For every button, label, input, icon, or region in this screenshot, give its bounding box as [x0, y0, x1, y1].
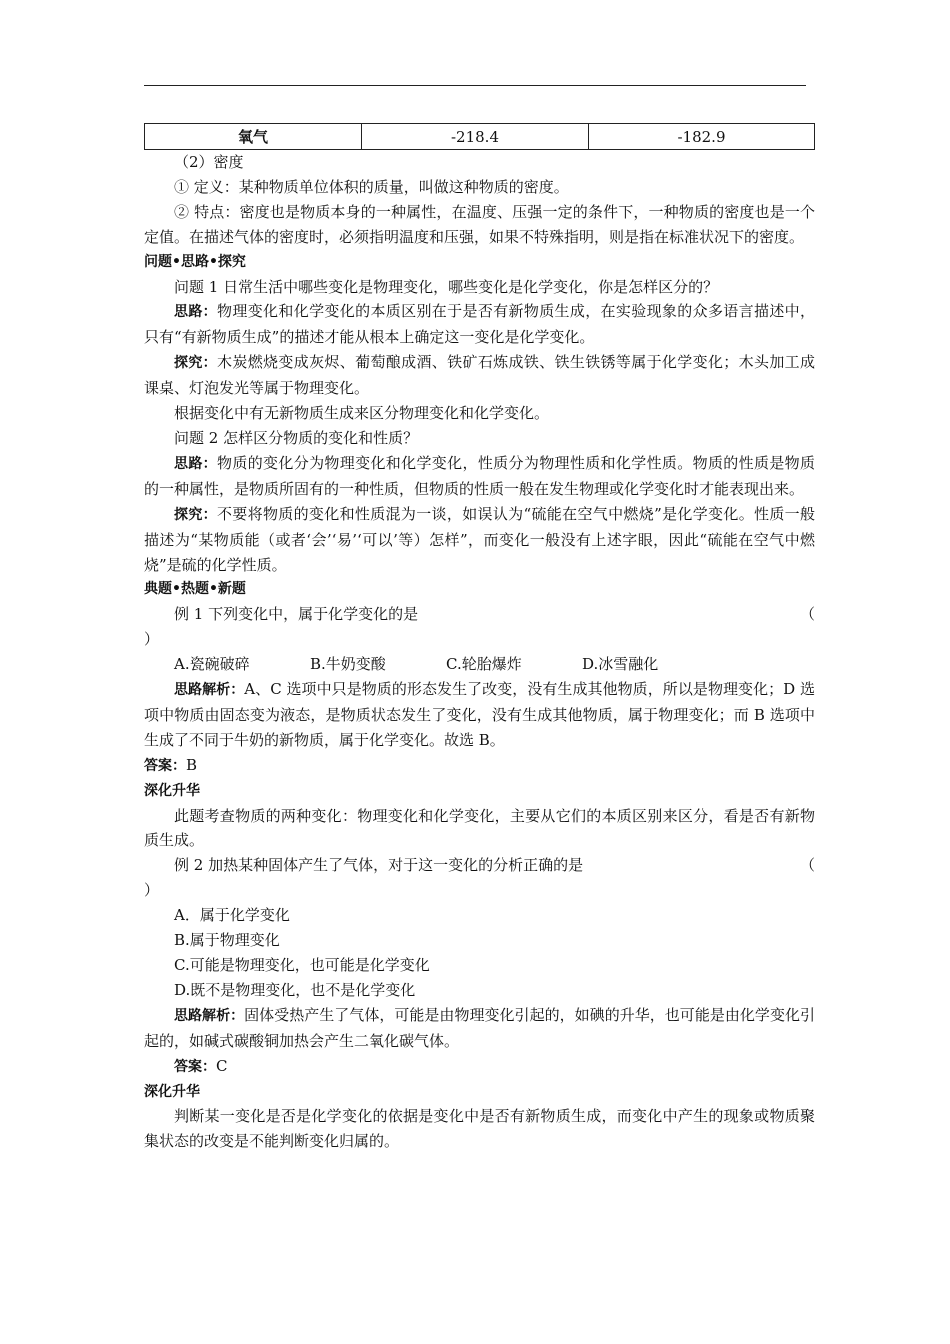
explore-label: 探究： [174, 506, 217, 523]
answer-label: 答案： [144, 757, 186, 774]
density-definition: ① 定义：某种物质单位体积的质量，叫做这种物质的密度。 [174, 177, 569, 196]
idea-label: 思路： [174, 304, 218, 321]
answer-paren-close: ） [144, 630, 160, 649]
deepen-heading: 深化升华 [144, 1083, 200, 1100]
explore-text: 不要将物质的变化和性质混为一谈，如误认为“硫能在空气中燃烧”是化学变化。性质一般描述为“某物质能（或者‘会’‘易’‘可以’等）怎样”，而变化一般没有上述字眼，因此“硫能在空气中燃烧”是硫的化学性质。 [144, 504, 816, 574]
option-b: B.牛奶变酸 [310, 655, 386, 674]
option-d: D.冰雪融化 [582, 655, 659, 674]
table-cell-melting: -218.4 [362, 124, 589, 150]
option-c: C.轮胎爆炸 [446, 655, 522, 674]
question-1: 问题 1 日常生活中哪些变化是物理变化，哪些变化是化学变化，你是怎样区分的？ [174, 277, 719, 296]
analysis-label: 思路解析： [174, 682, 245, 699]
question-2-explore [144, 502, 815, 578]
stem-text: 例 1 下列变化中，属于化学变化的是 [174, 605, 419, 624]
question-1-note: 根据变化中有无新物质生成来区分物理变化和化学变化。 [174, 404, 550, 423]
header-rule [144, 85, 806, 86]
question-2: 问题 2 怎样区分物质的变化和性质？ [174, 428, 419, 447]
question-1-idea [144, 299, 815, 350]
answer-value: C [216, 1056, 228, 1075]
question-2-idea [144, 451, 815, 502]
example-1-answer [144, 753, 815, 779]
idea-text: 物理变化和化学变化的本质区别在于是否有新物质生成，在实验现象的众多语言描述中，只有“有新物质生成”的描述才能从根本上确定这一变化是化学变化。 [144, 302, 815, 347]
density-feature: ② 特点：密度也是物质本身的一种属性，在温度、压强一定的条件下，一种物质的密度也是一个定值。在描述气体的密度时，必须指明温度和压强，如果不特殊指明，则是指在标准状况下的密度。 [144, 202, 815, 246]
boiling-point-table [144, 123, 815, 150]
answer-paren-close: ） [144, 881, 160, 900]
explore-label: 探究： [174, 355, 218, 372]
deepen-heading: 深化升华 [144, 782, 200, 799]
example-1-options [144, 652, 815, 677]
analysis-text: A、C 选项中只是物质的形态发生了改变，没有生成其他物质，所以是物理变化；D 选项中物质由固态变为液态，是物质状态发生了变化，没有生成其他物质，属于物理变化；而 B 选项中生成了不同于牛奶的新物质，属于化学变化。故选 B。 [144, 680, 815, 749]
answer-label: 答案： [174, 1058, 216, 1075]
example-1-deepen: 此题考查物质的两种变化：物理变化和化学变化，主要从它们的本质区别来区分，看是否有新物质生成。 [144, 806, 815, 850]
option-a: A．属于化学变化 [174, 906, 290, 925]
option-b: B.属于物理变化 [174, 931, 280, 950]
example-2-answer [144, 1054, 815, 1080]
example-2-stem [144, 853, 815, 878]
answer-value: B [186, 755, 198, 774]
table-cell-substance: 氧气 [145, 124, 362, 150]
idea-label: 思路： [174, 455, 218, 472]
table-cell-boiling: -182.9 [589, 124, 815, 150]
example-2-deepen: 判断某一变化是否是化学变化的依据是变化中是否有新物质生成，而变化中产生的现象或物质聚集状态的改变是不能判断变化归属的。 [144, 1107, 815, 1151]
option-c: C.可能是物理变化，也可能是化学变化 [174, 956, 430, 974]
example-2-analysis [144, 1003, 815, 1054]
analysis-text: 固体受热产生了气体，可能是由物理变化引起的，如碘的升华，也可能是由化学变化引起的，如碱式碳酸铜加热会产生二氧化碳气体。 [144, 1005, 815, 1050]
density-title: （2）密度 [174, 153, 244, 171]
table-row [145, 124, 815, 150]
idea-text: 物质的变化分为物理变化和化学变化，性质分为物理性质和化学性质。物质的性质是物质的一种属性，是物质所固有的一种性质，但物质的性质一般在发生物理或化学变化时才能表现出来。 [144, 453, 815, 498]
stem-text: 例 2 加热某种固体产生了气体，对于这一变化的分析正确的是 [174, 856, 584, 875]
example-1-analysis [144, 677, 815, 753]
option-a: A.瓷碗破碎 [174, 655, 250, 674]
option-d: D.既不是物理变化，也不是化学变化 [174, 980, 416, 999]
document-body [144, 150, 815, 1154]
section-heading-examples: 典题•热题•新题 [144, 581, 246, 598]
answer-paren-open: （ [799, 856, 815, 875]
analysis-label: 思路解析： [174, 1007, 245, 1024]
explore-text: 木炭燃烧变成灰烬、葡萄酿成酒、铁矿石炼成铁、铁生铁锈等属于化学变化；木头加工成课桌、灯泡发光等属于物理变化。 [144, 353, 815, 398]
question-1-explore [144, 350, 815, 401]
example-1-stem [144, 602, 815, 627]
answer-paren-open: （ [799, 605, 815, 624]
section-heading-questions: 问题•思路•探究 [144, 253, 246, 270]
